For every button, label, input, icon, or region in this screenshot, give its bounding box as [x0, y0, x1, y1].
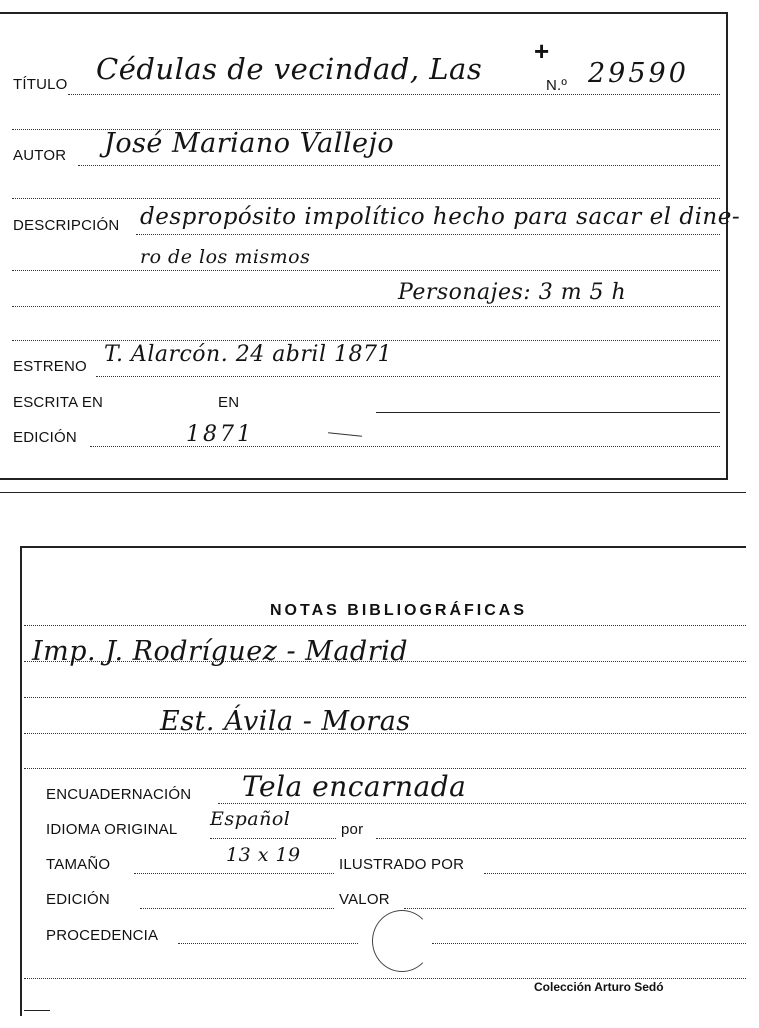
rule-line [90, 446, 720, 447]
binding-label: ENCUADERNACIÓN [46, 786, 192, 803]
rule-line [134, 873, 334, 874]
author-label: AUTOR [13, 147, 67, 164]
written-in-label: ESCRITA EN [13, 394, 104, 411]
illustrated-by-label: ILUSTRADO POR [339, 856, 465, 873]
rule-line [376, 412, 720, 413]
edition-label: EDICIÓN [13, 429, 77, 446]
rule-line [12, 306, 720, 307]
rule-line [432, 943, 746, 944]
notes-line-2: Est. Ávila - Moras [160, 706, 411, 737]
rule-line [24, 1010, 50, 1011]
title-value: Cédulas de vecindad, Las [96, 52, 483, 86]
title-label: TÍTULO [13, 76, 68, 93]
pencil-arc-mark [372, 910, 432, 972]
cross-mark: + [534, 36, 550, 66]
rule-line [24, 697, 746, 698]
rule-line [210, 838, 336, 839]
binding-value: Tela encarnada [242, 770, 467, 803]
number-value: 29590 [588, 58, 689, 89]
premiere-value: T. Alarcón. 24 abril 1871 [104, 342, 392, 367]
bibliographic-notes-heading: NOTAS BIBLIOGRÁFICAS [270, 602, 528, 619]
author-value: José Mariano Vallejo [104, 128, 395, 159]
en-label: EN [218, 394, 240, 411]
description-label: DESCRIPCIÓN [13, 217, 120, 234]
rule-line [140, 908, 334, 909]
rule-line [376, 838, 746, 839]
rule-line [78, 165, 720, 166]
notes-line-1: Imp. J. Rodríguez - Madrid [32, 636, 409, 667]
card-divider [0, 492, 746, 493]
original-language-label: IDIOMA ORIGINAL [46, 821, 178, 838]
collection-credit: Colección Arturo Sedó [534, 980, 664, 994]
size-label: TAMAÑO [46, 856, 111, 873]
size-value: 13 x 19 [226, 844, 301, 866]
edition-value: 1871 [186, 422, 254, 447]
original-language-value: Español [210, 808, 291, 830]
rule-line [136, 234, 720, 235]
rule-line [12, 340, 720, 341]
description-line-2: ro de los mismos [140, 246, 311, 268]
rule-line [12, 198, 720, 199]
rule-line [24, 978, 746, 979]
rule-line [96, 376, 720, 377]
rule-line [24, 625, 746, 626]
characters-value: Personajes: 3 m 5 h [398, 280, 627, 305]
value-label: VALOR [339, 891, 390, 908]
rule-line [12, 270, 720, 271]
rule-line [178, 943, 358, 944]
rule-line [484, 873, 746, 874]
rule-line [404, 908, 746, 909]
edition-label: EDICIÓN [46, 891, 110, 908]
description-line-1: despropósito impolítico hecho para sacar el dine- [140, 204, 741, 230]
number-label: N.º [546, 77, 568, 94]
rule-line [24, 768, 746, 769]
by-label: por [341, 821, 364, 838]
rule-line [218, 803, 746, 804]
premiere-label: ESTRENO [13, 358, 87, 375]
provenance-label: PROCEDENCIA [46, 927, 159, 944]
rule-line [68, 94, 720, 95]
